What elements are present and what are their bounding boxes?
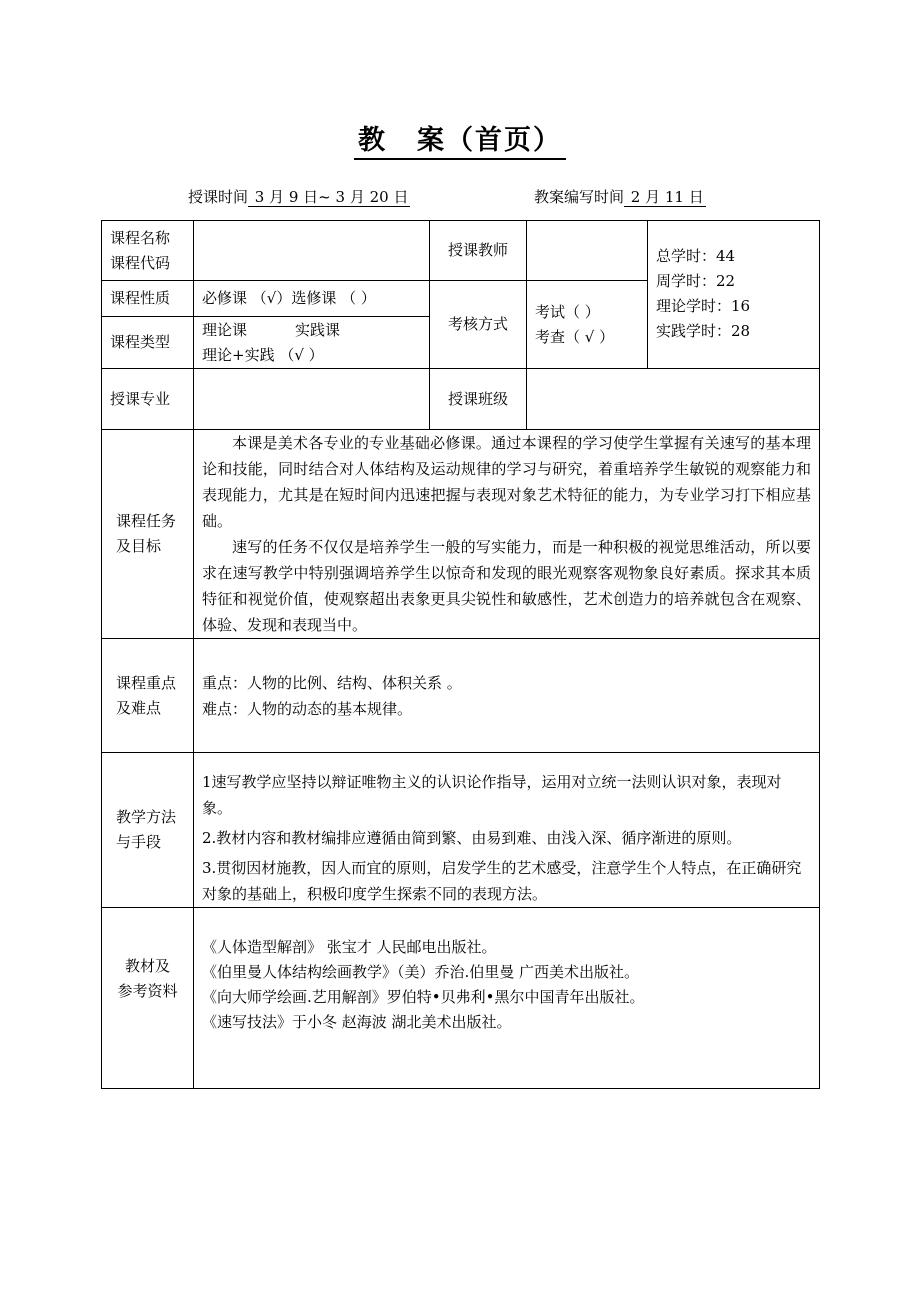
- reference-item: 《速写技法》于小冬 赵海波 湖北美术出版社。: [202, 1013, 512, 1031]
- written-time-value: 2 月 11 日: [626, 188, 704, 206]
- reference-item: 《向大师学绘画.艺用解剖》罗伯特•贝弗利•黑尔中国青年出版社。: [202, 988, 645, 1006]
- goals-label: 课程任务及目标: [116, 512, 177, 555]
- title-main: 教: [358, 125, 387, 156]
- total-hours: 总学时：44: [656, 247, 736, 265]
- method-content: [194, 753, 820, 908]
- teacher-value: [527, 221, 648, 281]
- weekly-hours: 周学时：22: [656, 272, 736, 290]
- course-name-label-cell: [102, 221, 194, 281]
- method-label-cell: [102, 753, 194, 908]
- type-theory: 理论课: [202, 320, 248, 339]
- hours-cell: [648, 221, 820, 369]
- course-type-label: 课程类型: [102, 317, 194, 369]
- assessment-value: [527, 281, 648, 369]
- method-item: 3.贯彻因材施教，因人而宜的原则，启发学生的艺术感受，注意学生个人特点，在正确研究对象的基础上，积极印度学生探索不同的表现方法。: [202, 859, 802, 903]
- teaching-time-label: 授课时间: [188, 188, 249, 206]
- course-code-label: 课程代码: [110, 253, 171, 272]
- course-name-value: [194, 221, 430, 281]
- written-time: [534, 186, 706, 207]
- class-label: 授课班级: [430, 369, 527, 430]
- goals-paragraph-1: 本课是美术各专业的专业基础必修课。通过本课程的学习使学生掌握有关速写的基本理论和技能，同时结合对人体结构及运动规律的学习与研究，着重培养学生敏锐的观察能力和表现能力，尤其是在短时间内迅速把握与表现对象艺术特征的能力，为专业学习打下相应基础。: [202, 434, 811, 530]
- method-label: 教学方法与手段: [116, 808, 177, 851]
- course-nature-value: 必修课 （√）选修课 （ ）: [194, 281, 430, 317]
- ref-label-line-2: 参考资料: [117, 982, 178, 1000]
- exam-option: 考试（ ）: [535, 302, 600, 321]
- goals-label-cell: [102, 430, 194, 639]
- course-nature-label: 课程性质: [102, 281, 194, 317]
- title-rest: 案（首页）: [417, 125, 562, 156]
- teaching-time-value: 3 月 9 日~ 3 月 20 日: [250, 188, 409, 206]
- goals-paragraph-2: 速写的任务不仅仅是培养学生一般的写实能力，而是一种积极的视觉思维活动，所以要求在速写教学中特别强调培养学生以惊奇和发现的眼光观察客观物象良好素质。探求其本质特征和视觉价值，使观察超出表象更具尖锐性和敏感性，艺术创造力的培养就包含在观察、体验、发现和表现当中。: [202, 538, 811, 634]
- key-content: [194, 639, 820, 753]
- course-type-value: [194, 317, 430, 369]
- method-item: 1速写教学应坚持以辩证唯物主义的认识论作指导，运用对立统一法则认识对象，表现对象。: [202, 773, 782, 817]
- ref-label-line-1: 教材及: [124, 957, 170, 975]
- teaching-time: [188, 186, 410, 207]
- key-label-cell: [102, 639, 194, 753]
- page-title: [0, 118, 920, 157]
- assessment-label: 考核方式: [430, 281, 527, 369]
- lesson-plan-table: [101, 220, 820, 1089]
- reference-item: 《伯里曼人体结构绘画教学》（美）乔治.伯里曼 广西美术出版社。: [202, 963, 640, 981]
- key-label: 课程重点及难点: [116, 673, 177, 717]
- major-label: 授课专业: [102, 369, 194, 430]
- course-name-label: 课程名称: [110, 228, 171, 247]
- ref-content: [194, 908, 820, 1089]
- theory-hours: 理论学时：16: [656, 297, 751, 315]
- practice-hours: 实践学时：28: [656, 322, 751, 340]
- type-practice: 实践课: [295, 320, 341, 339]
- class-value: [527, 369, 820, 430]
- goals-content: [194, 430, 820, 639]
- major-value: [194, 369, 430, 430]
- written-time-label: 教案编写时间: [534, 188, 625, 206]
- teacher-label: 授课教师: [430, 221, 527, 281]
- check-option: 考查（ √ ）: [535, 327, 615, 346]
- difficult-point: 难点：人物的动态的基本规律。: [202, 699, 413, 718]
- key-point: 重点：人物的比例、结构、体积关系 。: [202, 673, 462, 692]
- ref-label-cell: [102, 908, 194, 1089]
- reference-item: 《人体造型解剖》 张宝才 人民邮电出版社。: [202, 938, 497, 956]
- type-mixed: 理论+实践 （√ ）: [202, 345, 324, 364]
- method-item: 2.教材内容和教材编排应遵循由简到繁、由易到难、由浅入深、循序渐进的原则。: [202, 829, 742, 847]
